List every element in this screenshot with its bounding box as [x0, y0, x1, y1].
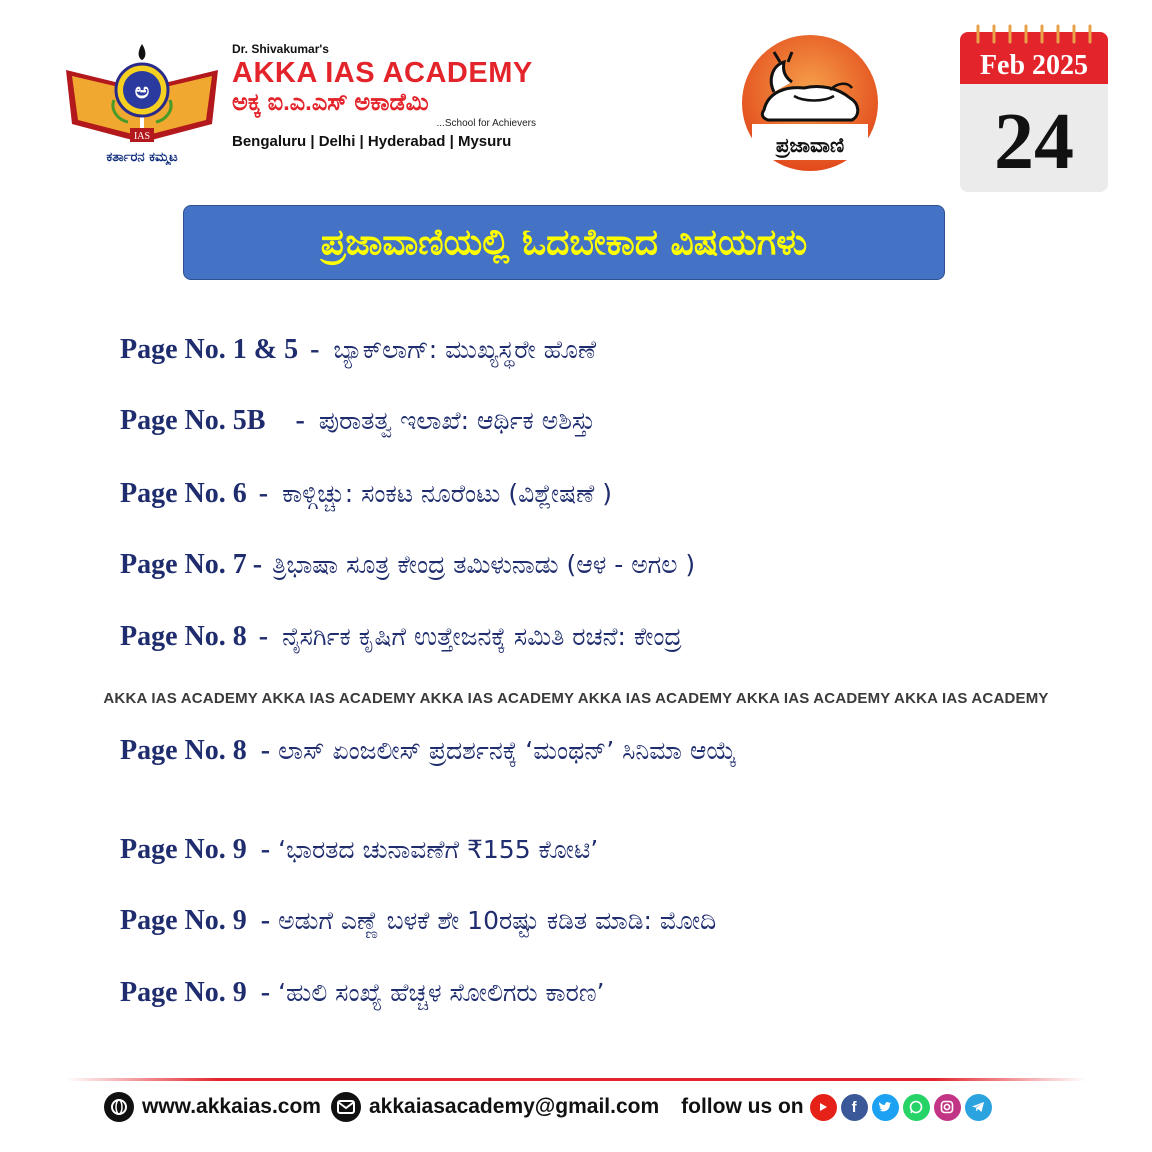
- page-title: ಪ್ರಜಾವಾಣಿಯಲ್ಲಿ ಓದಬೇಕಾದ ವಿಷಯಗಳು: [320, 221, 808, 263]
- separator: -: [260, 977, 271, 1008]
- page-number: Page No. 9: [120, 905, 247, 936]
- youtube-icon[interactable]: [810, 1094, 837, 1121]
- globe-icon: [104, 1092, 134, 1122]
- brand-name: AKKA IAS ACADEMY: [232, 57, 533, 89]
- title-banner: [183, 205, 945, 280]
- facebook-icon[interactable]: f: [841, 1094, 868, 1121]
- article-title: ನೈಸರ್ಗಿಕ ಕೃಷಿಗೆ ಉತ್ತೇಜನಕ್ಕೆ ಸಮಿತಿ ರಚನೆ: ಕೇಂದ್ರ: [282, 622, 682, 651]
- brand-cities: Bengaluru | Delhi | Hyderabad | Mysuru: [232, 133, 512, 150]
- separator: -: [260, 735, 271, 766]
- brand-name-kannada: ಅಕ್ಕ ಐ.ಎ.ಎಸ್ ಅಕಾಡೆಮಿ: [232, 89, 429, 116]
- list-item: [120, 328, 596, 372]
- list-item: [120, 543, 695, 587]
- article-title: ಪುರಾತತ್ವ ಇಲಾಖೆ: ಆರ್ಥಿಕ ಅಶಿಸ್ತು: [318, 406, 596, 435]
- whatsapp-icon[interactable]: [903, 1094, 930, 1121]
- article-title: ಬ್ಯಾಕ್‌ಲಾಗ್: ಮುಖ್ಯಸ್ಥರೇ ಹೊಣೆ: [333, 335, 597, 364]
- article-title: ‘ಭಾರತದ ಚುನಾವಣೆಗೆ ₹155 ಕೋಟಿ’: [278, 835, 599, 864]
- brand-subtitle: Dr. Shivakumar's: [232, 42, 329, 56]
- list-item: [120, 828, 598, 872]
- list-item: [120, 615, 682, 659]
- footer-divider: [66, 1078, 1086, 1081]
- emblem-letter: ಅ: [134, 79, 150, 104]
- email-icon: [331, 1092, 361, 1122]
- watermark-strip: AKKA IAS ACADEMY AKKA IAS ACADEMY AKKA IAS ACADEMY AKKA IAS ACADEMY AKKA IAS ACADEMY AKKA IAS ACADEMY: [103, 690, 1049, 707]
- separator: -: [260, 834, 271, 865]
- date-calendar: [960, 32, 1108, 192]
- page-number: Page No. 9: [120, 977, 247, 1008]
- page-number: Page No. 7: [120, 549, 247, 580]
- separator: -: [260, 905, 271, 936]
- follow-label: follow us on: [681, 1095, 804, 1118]
- article-title: ಕಾಳ್ಗಿಚ್ಚು: ಸಂಕಟ ನೂರೆಂಟು (ವಿಶ್ಲೇಷಣೆ ): [282, 479, 612, 508]
- page-number: Page No. 5B: [120, 405, 266, 436]
- list-item: [120, 899, 716, 943]
- list-item: [120, 729, 737, 773]
- article-title: ತ್ರಿಭಾಷಾ ಸೂತ್ರ ಕೇಂದ್ರ ತಮಿಳುನಾಡು (ಆಳ - ಅಗಲ ): [272, 550, 696, 579]
- separator: -: [258, 478, 269, 509]
- brand-tagline: ...School for Achievers: [436, 118, 536, 129]
- telegram-icon[interactable]: [965, 1094, 992, 1121]
- instagram-icon[interactable]: [934, 1094, 961, 1121]
- email-link[interactable]: akkaiasacademy@gmail.com: [368, 1095, 660, 1118]
- separator: -: [252, 549, 263, 580]
- page-number: Page No. 1 & 5: [120, 334, 299, 365]
- page-number: Page No. 8: [120, 621, 247, 652]
- logo-motto: ಕರ್ತಾರನ ಕಮ್ಮಟ: [106, 150, 178, 165]
- article-title: ಲಾಸ್ ಏಂಜಲೀಸ್ ಪ್ರದರ್ಶನಕ್ಕೆ ‘ಮಂಥನ್’ ಸಿನಿಮಾ ಆಯ್ಕೆ: [278, 736, 737, 765]
- page-number: Page No. 6: [120, 478, 247, 509]
- calendar-day: 24: [994, 98, 1074, 186]
- separator: -: [310, 334, 320, 365]
- separator: -: [258, 621, 269, 652]
- list-item: [120, 399, 595, 443]
- brand-block: [232, 42, 562, 150]
- list-item: [120, 971, 605, 1015]
- calendar-month-year: Feb 2025: [979, 50, 1089, 81]
- website-link[interactable]: www.akkaias.com: [142, 1095, 321, 1118]
- article-title: ‘ಹುಲಿ ಸಂಖ್ಯೆ ಹೆಚ್ಚಳ ಸೋಲಿಗರು ಕಾರಣ’: [278, 978, 605, 1007]
- footer: [104, 1090, 996, 1124]
- prajavani-logo: [734, 32, 886, 174]
- separator: -: [295, 405, 305, 436]
- twitter-icon[interactable]: [872, 1094, 899, 1121]
- page-number: Page No. 8: [120, 735, 247, 766]
- akka-logo: [62, 40, 222, 165]
- list-item: [120, 472, 612, 516]
- page-number: Page No. 9: [120, 834, 247, 865]
- ias-badge: IAS: [133, 131, 151, 142]
- prajavani-name: ಪ್ರಜಾವಾಣಿ: [775, 133, 845, 157]
- article-title: ಅಡುಗೆ ಎಣ್ಣೆ ಬಳಕೆ ಶೇ 10ರಷ್ಟು ಕಡಿತ ಮಾಡಿ: ಮೋದಿ: [278, 906, 717, 935]
